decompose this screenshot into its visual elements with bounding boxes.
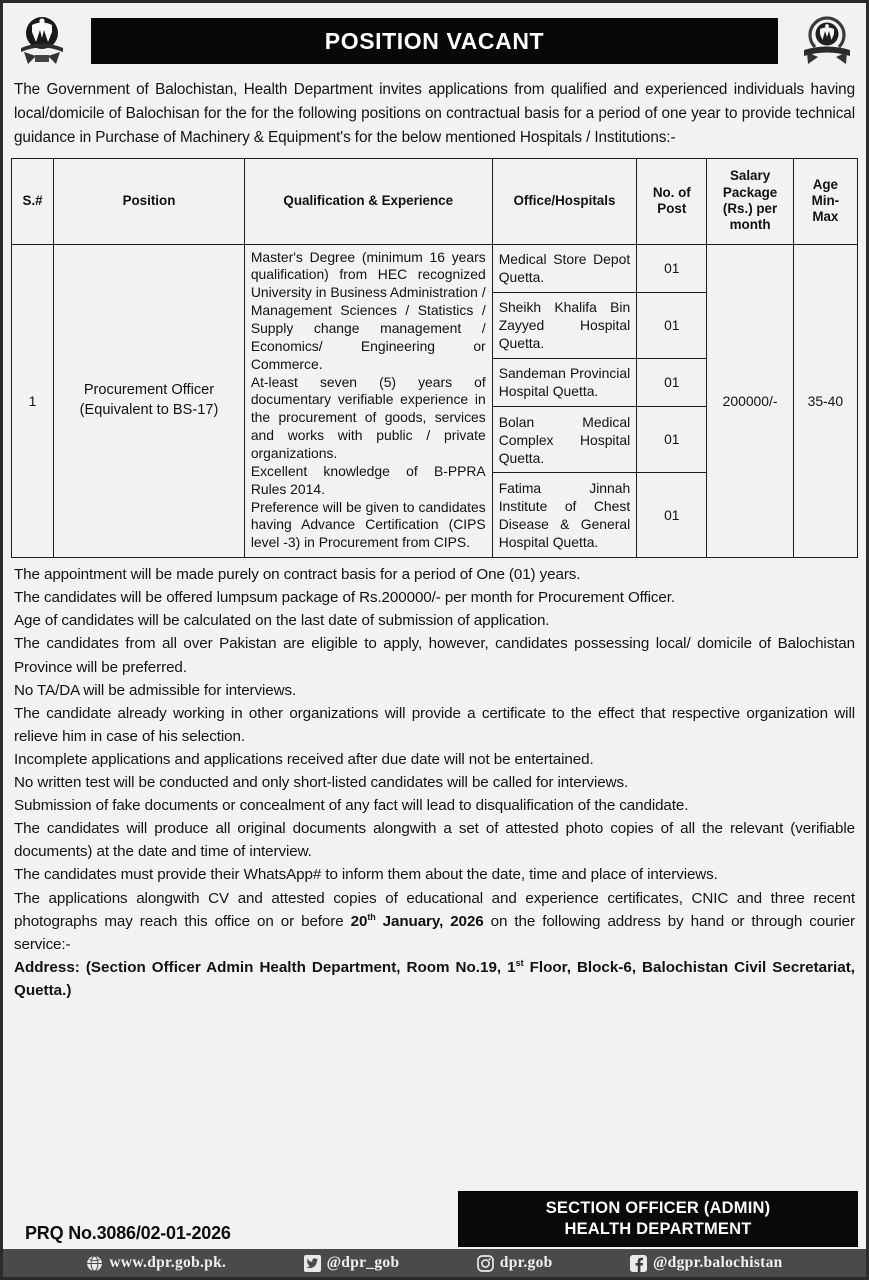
cell-age-range: 35-40 xyxy=(793,244,857,558)
deadline-after: on the following address by hand or through courier service:- xyxy=(14,912,855,953)
signature-line-2: HEALTH DEPARTMENT xyxy=(564,1220,752,1238)
salary-line1: Salary xyxy=(729,168,771,184)
column-header-qualification: Qualification & Experience xyxy=(244,158,492,244)
address-floor-suffix: st xyxy=(515,957,524,968)
deadline-paragraph xyxy=(14,887,855,956)
no-of-post-line1: No. of xyxy=(652,184,691,200)
condition-item: The candidate already working in other organizations will provide a certificate to the effect that respective organization will relieve him in case of his selection. xyxy=(14,704,855,745)
column-header-no-of-post xyxy=(637,158,707,244)
cell-position xyxy=(54,244,245,558)
condition-item: The appointment will be made purely on contract basis for a period of One (01) years. xyxy=(14,566,581,584)
dgpr-balochistan-emblem-icon xyxy=(796,11,858,71)
balochistan-government-emblem-icon xyxy=(11,11,73,71)
column-header-serial: S.# xyxy=(12,158,54,244)
deadline-day-suffix: th xyxy=(367,911,376,922)
facebook-label: @dgpr.balochistan xyxy=(652,1254,783,1271)
condition-item: Submission of fake documents or concealment of any fact will lead to disqualification of the candidate. xyxy=(14,797,689,815)
column-header-office-hospitals: Office/Hospitals xyxy=(492,158,637,244)
column-header-position: Position xyxy=(54,158,245,244)
condition-item: The candidates must provide their WhatsApp# to inform them about the date, time and place of interviews. xyxy=(14,866,718,884)
table-header-row xyxy=(12,158,858,244)
column-header-salary-package xyxy=(707,158,793,244)
cell-salary-package: 200000/- xyxy=(707,244,793,558)
positions-table xyxy=(11,158,858,559)
qualification-paragraph-2: At-least seven (5) years of documentary verifiable experience in the procurement of goods, services and works with public / private organizations. xyxy=(250,373,486,462)
cell-hospital: Bolan Medical Complex Hospital Quetta. xyxy=(492,406,637,472)
twitter-label: @dpr_gob xyxy=(326,1254,400,1271)
salary-line4: month xyxy=(729,217,771,233)
condition-item: No TA/DA will be admissible for interviews. xyxy=(14,681,297,699)
condition-item: Age of candidates will be calculated on the last date of submission of application. xyxy=(14,612,550,630)
twitter-icon xyxy=(304,1255,321,1272)
signoff-row xyxy=(11,1189,858,1247)
social-media-bar xyxy=(3,1249,866,1277)
position-title: Procurement Officer xyxy=(83,382,215,399)
globe-icon xyxy=(86,1255,103,1272)
cell-hospital: Medical Store Depot Quetta. xyxy=(492,244,637,292)
qualification-paragraph-4: Preference will be given to candidates having Advance Certification (CIPS level -3) in Procurement from CIPS. xyxy=(250,498,486,551)
cell-no-of-post: 01 xyxy=(637,406,707,472)
condition-item: Incomplete applications and applications received after due date will not be entertained. xyxy=(14,750,594,768)
no-of-post-line2: Post xyxy=(657,201,687,217)
age-line3: Max xyxy=(812,209,839,225)
intro-paragraph: The Government of Balochistan, Health Department invites applications from qualified and experienced individuals having local/domicile of Balochisan for the for the following positions on contractual basis for a period of one year to provide technical guidance in Purchase of Machinery & Equipment's for the below mentioned Hospitals / Institutions:- xyxy=(14,81,855,146)
cell-qualification xyxy=(244,244,492,558)
social-link-twitter[interactable] xyxy=(304,1254,400,1272)
cell-hospital: Fatima Jinnah Institute of Chest Disease & General Hospital Quetta. xyxy=(492,473,637,558)
signature-line-1: SECTION OFFICER (ADMIN) xyxy=(545,1198,771,1217)
deadline-before: The applications alongwith CV and attested copies of educational and experience certificates, CNIC and three recent photographs may reach this office on or before xyxy=(14,889,855,930)
cell-hospital: Sheikh Khalifa Bin Zayyed Hospital Quetta. xyxy=(492,292,637,358)
deadline-month-year: January, 2026 xyxy=(375,912,484,930)
social-link-facebook[interactable] xyxy=(630,1254,783,1272)
age-line2: Min- xyxy=(811,192,840,208)
instagram-icon xyxy=(477,1255,494,1272)
address-part1: (Section Officer Admin Health Department, Room No.19, 1 xyxy=(79,958,516,976)
qualification-paragraph-1: Master's Degree (minimum 16 years qualification) from HEC recognized University in Business Administration / Management Sciences / Statistics / Supply change management / Economics/ Engineering or Commerce. xyxy=(250,248,486,372)
terms-and-conditions xyxy=(14,563,855,1189)
cell-serial-number: 1 xyxy=(12,244,54,558)
website-label: www.dpr.gob.pk. xyxy=(109,1254,227,1271)
cell-no-of-post: 01 xyxy=(637,292,707,358)
salary-line3: (Rs.) per xyxy=(722,201,778,217)
signature-block xyxy=(458,1191,858,1247)
condition-item: The candidates will produce all original documents alongwith a set of attested photo copies of all the relevant (verifiable documents) at the date and time of interview. xyxy=(14,820,855,861)
address-part2: Floor, Block-6, Balochistan Civil Secretariat, Quetta.) xyxy=(14,958,855,999)
cell-no-of-post: 01 xyxy=(637,358,707,406)
condition-item: No written test will be conducted and only short-listed candidates will be called for interviews. xyxy=(14,774,629,792)
poster-header xyxy=(11,10,858,72)
salary-line2: Package xyxy=(722,184,778,200)
position-vacant-banner xyxy=(91,18,778,64)
social-link-instagram[interactable] xyxy=(477,1254,553,1272)
age-line1: Age xyxy=(812,176,839,192)
facebook-icon xyxy=(630,1255,647,1272)
cell-no-of-post: 01 xyxy=(637,473,707,558)
address-paragraph xyxy=(14,956,855,1002)
social-link-website[interactable] xyxy=(86,1254,226,1272)
cell-no-of-post: 01 xyxy=(637,244,707,292)
table-row xyxy=(12,244,858,292)
column-header-age xyxy=(793,158,857,244)
condition-item: The candidates from all over Pakistan are eligible to apply, however, candidates possessing local/ domicile of Balochistan Province will be preferred. xyxy=(14,635,855,676)
instagram-label: dpr.gob xyxy=(499,1254,553,1271)
qualification-paragraph-3: Excellent knowledge of B-PPRA Rules 2014. xyxy=(250,462,486,497)
deadline-day: 20 xyxy=(350,912,368,930)
address-label: Address: xyxy=(14,958,80,976)
position-grade: (Equivalent to BS-17) xyxy=(79,401,219,418)
prq-number: PRQ No.3086/02-01-2026 xyxy=(25,1223,231,1243)
page-title: POSITION VACANT xyxy=(324,27,545,54)
condition-item: The candidates will be offered lumpsum package of Rs.200000/- per month for Procurement Officer. xyxy=(14,589,675,607)
cell-hospital: Sandeman Provincial Hospital Quetta. xyxy=(492,358,637,406)
